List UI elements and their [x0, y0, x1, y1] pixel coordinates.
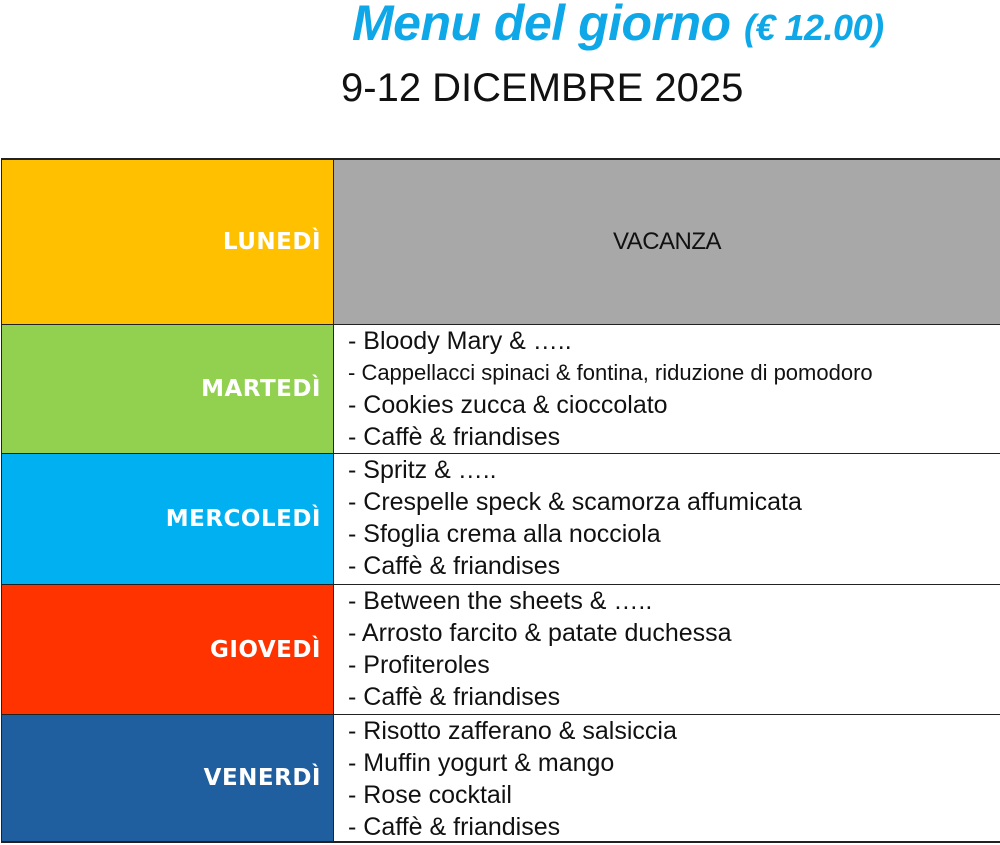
day-cell — [1, 715, 334, 841]
menu-item: - Caffè & friandises — [348, 813, 561, 841]
day-row-giovedi — [1, 585, 1000, 715]
menu-item: - Profiteroles — [348, 651, 490, 679]
menu-item: - Crespelle speck & scamorza affumicata — [348, 488, 802, 516]
day-label: VENERDÌ — [203, 765, 321, 791]
day-row-venerdi — [1, 715, 1000, 841]
day-label: MERCOLEDÌ — [165, 506, 321, 532]
menu-item: - Caffè & friandises — [348, 423, 561, 451]
day-row-lunedi — [1, 160, 1000, 325]
menu-item: - Cookies zucca & cioccolato — [348, 391, 668, 419]
day-cell — [1, 454, 334, 584]
menu-item: - Muffin yogurt & mango — [348, 749, 615, 777]
holiday-label: VACANZA — [612, 228, 722, 255]
menu-item: - Caffè & friandises — [348, 552, 561, 580]
menu-item: - Bloody Mary & ….. — [348, 327, 572, 355]
menu-title-text: Menu del giorno — [352, 0, 731, 51]
day-row-martedi — [1, 325, 1000, 454]
day-cell — [1, 325, 334, 453]
menu-item: - Sfoglia crema alla nocciola — [348, 520, 661, 548]
menu-items-cell — [334, 585, 1000, 714]
menu-table — [1, 158, 1000, 843]
menu-item: - Cappellacci spinaci & fontina, riduzione di pomodoro — [348, 360, 873, 385]
day-label: MARTEDÌ — [201, 376, 321, 402]
menu-items-cell — [334, 325, 1000, 453]
menu-price: (€ 12.00) — [744, 7, 884, 48]
day-cell — [1, 160, 334, 324]
day-cell — [1, 585, 334, 714]
menu-item: - Rose cocktail — [348, 781, 512, 809]
holiday-cell — [334, 160, 1000, 324]
menu-items-cell — [334, 715, 1000, 841]
menu-title — [352, 0, 884, 52]
menu-dates: 9-12 DICEMBRE 2025 — [341, 66, 744, 110]
day-label: LUNEDÌ — [222, 229, 321, 255]
menu-items-cell — [334, 454, 1000, 584]
menu-item: - Risotto zafferano & salsiccia — [348, 717, 677, 745]
day-label: GIOVEDÌ — [209, 636, 321, 663]
menu-item: - Caffè & friandises — [348, 683, 561, 711]
day-row-mercoledi — [1, 454, 1000, 585]
menu-item: - Between the sheets & ….. — [348, 587, 653, 615]
menu-item: - Spritz & ….. — [348, 456, 497, 484]
menu-item: - Arrosto farcito & patate duchessa — [348, 619, 732, 647]
